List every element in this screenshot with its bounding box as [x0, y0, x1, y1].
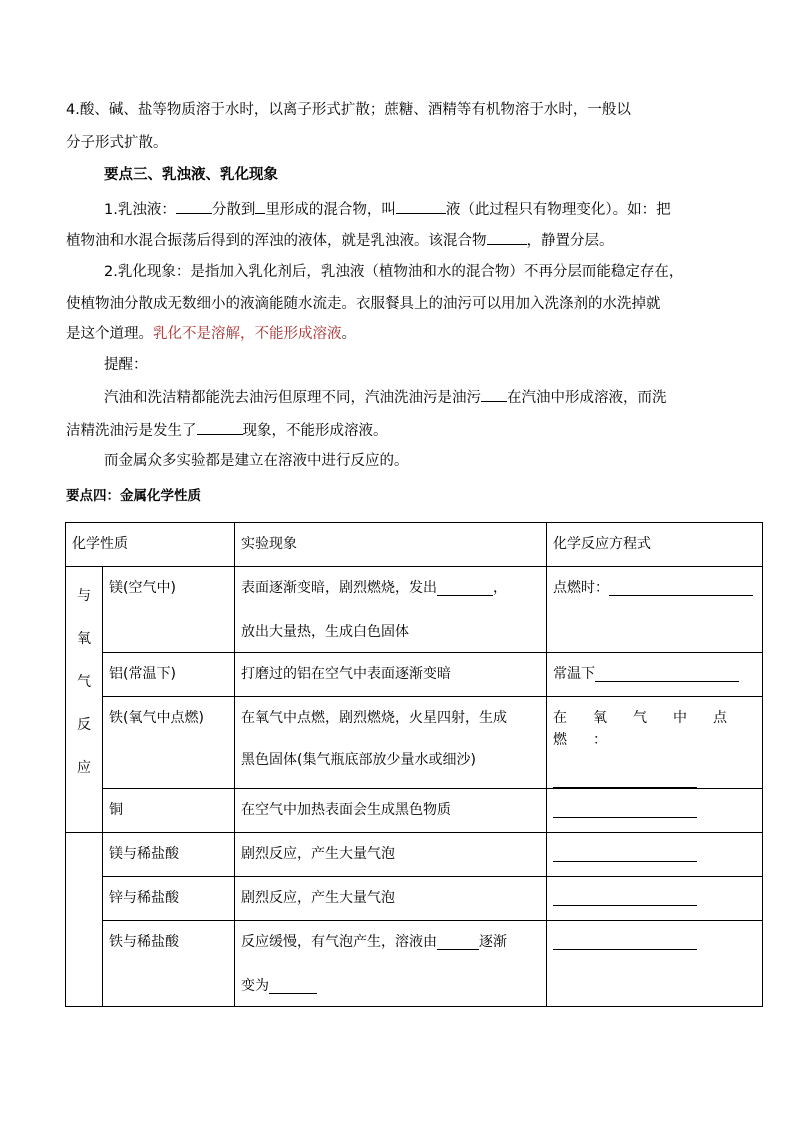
item1-line2-a: 植物油和水混合振荡后得到的浑浊的液体，就是乳浊液。该混合物: [66, 233, 487, 249]
row-name: 铝(常温下): [109, 666, 176, 682]
row-equation: 点燃时：: [547, 567, 762, 599]
table-row: [66, 653, 763, 697]
emulsification-line1: 2.乳化现象：是指加入乳化剂后，乳浊液（植物油和水的混合物）不再分层而能稳定存在，: [104, 264, 684, 280]
row-name: 铁(氧气中点燃): [109, 710, 204, 726]
blank-equation[interactable]: [609, 581, 753, 596]
blank-liquid-type[interactable]: [396, 199, 446, 214]
row-phenomenon: 表面逐渐变暗，剧烈燃烧，发出 ， 放出大量热，生成白色固体: [241, 580, 507, 640]
table-header-row: [66, 523, 763, 567]
emulsification-note-red: 乳化不是溶解，不能形成溶液: [153, 326, 342, 342]
row-name: 锌与稀盐酸: [109, 890, 179, 906]
blank-equation[interactable]: [553, 847, 697, 862]
group-label-oxygen: 与 氧 气 反 应: [66, 567, 103, 833]
para4-line1: 4.酸、碱、盐等物质溶于水时，以离子形式扩散；蔗糖、酒精等有机物溶于水时，一般以: [66, 102, 631, 118]
header-equation: 化学反应方程式: [553, 536, 651, 552]
item1-text-b: 分散到: [211, 202, 256, 218]
blank-medium[interactable]: [255, 199, 265, 214]
blank-equation[interactable]: [553, 803, 697, 818]
reminder-line2-b: 现象，不能形成溶液。: [242, 423, 388, 439]
reminder-line1: [104, 387, 744, 408]
blank-phenomenon[interactable]: [197, 420, 243, 435]
table-row: [66, 877, 763, 921]
blank-final-color[interactable]: [269, 979, 317, 994]
row-equation: [547, 833, 762, 876]
item1-text-c: 里形成的混合物，叫: [265, 202, 396, 218]
reminder-label: 提醒：: [104, 357, 148, 373]
item2-end: 。: [341, 326, 356, 342]
emulsion-definition: [104, 199, 744, 220]
emulsion-definition-line2: [66, 230, 746, 251]
item1-text-d: 液（此过程只有物理变化）。如：把: [445, 202, 671, 218]
row-phenomenon: 在空气中加热表面会生成黑色物质: [241, 802, 451, 818]
row-name: 镁(空气中): [109, 580, 176, 596]
row-phenomenon: 在氧气中点燃，剧烈燃烧，火星四射，生成 黑色固体(集气瓶底部放少量水或细沙): [241, 710, 507, 768]
row-equation: 常温下: [547, 653, 762, 696]
blank-light-color[interactable]: [437, 581, 493, 596]
blank-equation[interactable]: [553, 773, 697, 788]
reminder-line2-a: 洁精洗油污是发生了: [66, 423, 197, 439]
row-phenomenon: 剧烈反应，产生大量气泡: [241, 890, 395, 906]
table-row: [66, 697, 763, 789]
header-property: 化学性质: [72, 536, 128, 552]
row-equation: [547, 789, 762, 832]
blank-equation[interactable]: [553, 935, 697, 950]
item1-line2-b: ，静置分层。: [526, 233, 614, 249]
reminder-line2: [66, 420, 746, 441]
row-equation: [547, 877, 762, 920]
table-row: [66, 921, 763, 1007]
blank-equation[interactable]: [553, 891, 697, 906]
emulsification-line2: 使植物油分散成无数细小的液滴能随水流走。衣服餐具上的油污可以用加入洗涤剂的水洗掉就: [66, 296, 661, 312]
table-row: [66, 567, 763, 653]
item2-line3-text: 是这个道理。: [66, 326, 153, 342]
blank-initial-color[interactable]: [437, 935, 479, 950]
row-name: 镁与稀盐酸: [109, 846, 179, 862]
reminder-line1-a: 汽油和洗洁精都能洗去油污但原理不同，汽油洗油污是油污: [104, 390, 481, 406]
table-row: [66, 833, 763, 877]
item1-text-a: 1.乳浊液：: [104, 202, 176, 218]
reminder-line1-b: 在汽油中形成溶液，而洗: [507, 390, 667, 406]
closing-sentence: 而金属众多实验都是建立在溶液中进行反应的。: [104, 453, 409, 469]
blank-equation[interactable]: [595, 667, 739, 682]
section3-heading: 要点三、乳浊液、乳化现象: [104, 167, 278, 183]
header-phenomenon: 实验现象: [241, 536, 297, 552]
row-phenomenon: 反应缓慢，有气泡产生，溶液由 逐渐 变为: [241, 934, 507, 994]
table-row: [66, 789, 763, 833]
row-name: 铁与稀盐酸: [109, 934, 179, 950]
row-phenomenon: 剧烈反应，产生大量气泡: [241, 846, 395, 862]
row-equation: 在氧气中点燃：: [547, 697, 762, 788]
blank-dispersed[interactable]: [176, 199, 212, 214]
blank-mixture-state[interactable]: [487, 230, 527, 245]
section4-heading: 要点四：金属化学性质: [66, 488, 201, 504]
metal-properties-table: [65, 522, 763, 1007]
row-name: 铜: [109, 802, 123, 818]
blank-oil-dissolve[interactable]: [481, 387, 507, 402]
emulsification-line3: [66, 324, 746, 344]
row-phenomenon: 打磨过的铝在空气中表面逐渐变暗: [241, 666, 451, 682]
para4-line2: 分子形式扩散。: [66, 135, 168, 151]
row-equation: [547, 921, 762, 953]
